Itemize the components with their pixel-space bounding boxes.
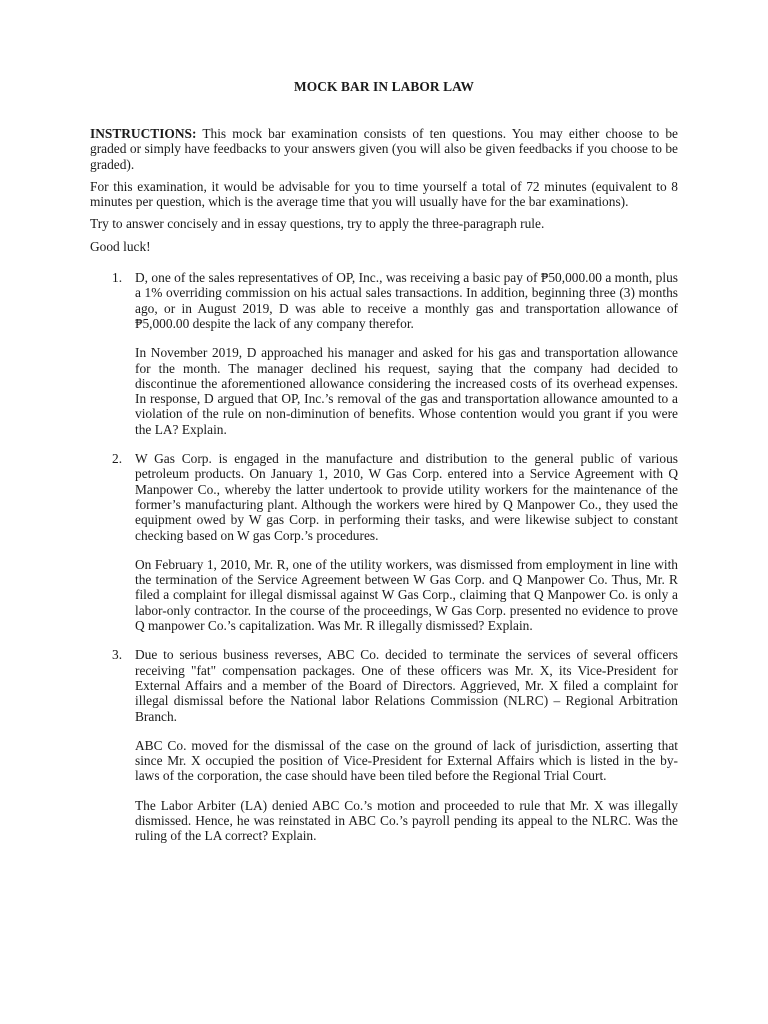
question-paragraph: On February 1, 2010, Mr. R, one of the utility workers, was dismissed from employment in line with the termination of the Service Agreement between W Gas Corp. and Q Manpower Co. Thus, Mr. R filed a complaint for illegal dismissal against W Gas Corp., claiming that Q Manpower Co. is only a labor-only contractor. In the course of the proceedings, W Gas Corp. presented no evidence to prove Q manpower Co.’s capitalization. Was Mr. R illegally dismissed? Explain. <box>135 556 678 634</box>
instructions-text: This mock bar examination consists of ten questions. You may either choose to be graded or simply have feedbacks to your answers given (you will also be given feedbacks if you choose to be graded). <box>90 126 678 172</box>
question-paragraph: In November 2019, D approached his manager and asked for his gas and transportation allowance for the month. The manager declined his request, saying that the company had decided to discontinue the aforementioned allowance considering the increased costs of its overhead expenses. In response, D argued that OP, Inc.’s removal of the gas and transportation allowance amounted to a violation of the rule on non-diminution of benefits. Whose contention would you grant if you were the LA? Explain. <box>135 345 678 437</box>
question-number: 1. <box>112 270 123 286</box>
question-paragraph: W Gas Corp. is engaged in the manufacture and distribution to the general public of various petroleum products. On January 1, 2010, W Gas Corp. entered into a Service Agreement with Q Manpower Co., whereby the latter undertook to provide utility workers for the maintenance of the former’s manufacturing plant. Although the workers were hired by Q Manpower Co., they used the equipment owed by W gas Corp. in performing their tasks, and were likewise subject to constant checking based on W gas Corp.’s procedures. <box>135 451 678 543</box>
document-title: MOCK BAR IN LABOR LAW <box>294 79 474 94</box>
question-number: 3. <box>112 647 123 663</box>
question-paragraph: Due to serious business reverses, ABC Co. decided to terminate the services of several officers receiving "fat" compensation packages. One of these officers was Mr. X, its Vice-President for External Affairs and a member of the Board of Directors. Aggrieved, Mr. X filed a complaint for illegal dismissal before the National labor Relations Commission (NLRC) – Regional Arbitration Branch. <box>135 647 678 724</box>
instructions-label: INSTRUCTIONS: <box>90 126 197 141</box>
question-paragraph: The Labor Arbiter (LA) denied ABC Co.’s motion and proceeded to rule that Mr. X was illegally dismissed. Hence, he was reinstated in ABC Co.’s payroll pending its appeal to the NLRC. Was the ruling of the LA correct? Explain. <box>135 797 678 844</box>
question-paragraph: D, one of the sales representatives of OP, Inc., was receiving a basic pay of ₱50,000.00 a month, plus a 1% overriding commission on his actual sales transactions. In addition, beginning three (3) months ago, or in August 2019, D was able to receive a monthly gas and transportation allowance of ₱5,000.00 despite the lack of any company therefor. <box>135 270 678 331</box>
question-3 <box>90 647 678 843</box>
timing-paragraph: For this examination, it would be advisable for you to time yourself a total of 72 minutes (equivalent to 8 minutes per question, which is the average time that you will usually have for the bar examinations). <box>90 178 678 210</box>
question-2 <box>90 451 678 633</box>
question-1 <box>90 270 678 437</box>
question-paragraph: ABC Co. moved for the dismissal of the case on the ground of lack of jurisdiction, asserting that since Mr. X occupied the position of Vice-President for External Affairs which is listed in the by-laws of the corporation, the case should have been tiled before the Regional Trial Court. <box>135 737 678 784</box>
instructions-paragraph <box>90 126 678 172</box>
good-luck-paragraph: Good luck! <box>90 238 151 254</box>
question-number: 2. <box>112 451 123 467</box>
rule-paragraph: Try to answer concisely and in essay questions, try to apply the three-paragraph rule. <box>90 216 545 232</box>
